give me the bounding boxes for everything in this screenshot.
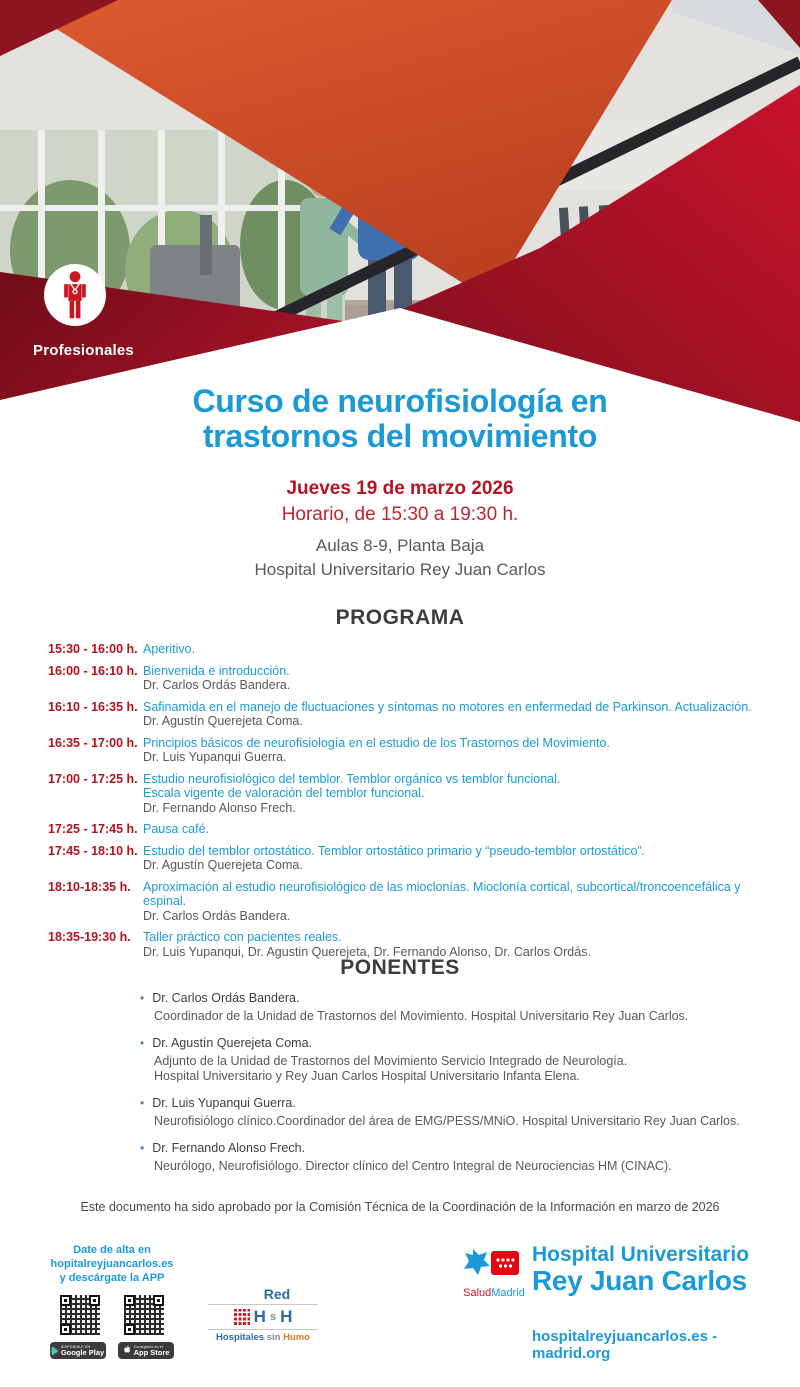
program-heading: PROGRAMA bbox=[335, 606, 465, 629]
hsh-tagline-word: Hospitales bbox=[216, 1332, 265, 1343]
program-topic: Principios básicos de neurofisiología en el estudio de los Trastornos del Movimiento. bbox=[143, 735, 610, 750]
hsh-tagline-word: Humo bbox=[283, 1332, 310, 1343]
app-text-line-2: y descárgate la APP bbox=[59, 1272, 165, 1284]
store-badges-row bbox=[22, 1342, 202, 1359]
hsh-building-icon bbox=[234, 1309, 250, 1325]
ponente-desc: Neurofisiólogo clínico.Coordinador del área de EMG/PESS/MNiO. Hospital Universitario Rey Juan Carlos. bbox=[154, 1114, 740, 1128]
program-speaker: Dr. Agustín Querejeta Coma. bbox=[143, 858, 303, 872]
program-time: 15:30 - 16:00 h. bbox=[48, 642, 138, 656]
hsh-red-word: Red bbox=[263, 1286, 291, 1302]
hospital-logo-text bbox=[532, 1243, 782, 1295]
program-topic: Safinamida en el manejo de fluctuaciones y síntomas no motores en enfermedad de Parkinson. Actualización. bbox=[143, 699, 752, 714]
qr-row bbox=[22, 1293, 202, 1337]
google-play-small-text: DISPONIBLE EN bbox=[60, 1344, 91, 1349]
event-location-hospital: Hospital Universitario Rey Juan Carlos bbox=[254, 560, 546, 579]
program-topic: Aproximación al estudio neurofisiológico de las mioclonías. Mioclonía cortical, subcortical/troncoencefálica y espinal. bbox=[143, 879, 741, 908]
google-play-label: Google Play bbox=[60, 1347, 105, 1357]
ponente-name: Dr. Carlos Ordás Bandera. bbox=[152, 991, 300, 1005]
program-row bbox=[48, 822, 778, 837]
event-time: Horario, de 15:30 a 19:30 h. bbox=[281, 504, 519, 525]
event-location-room: Aulas 8-9, Planta Baja bbox=[315, 536, 485, 555]
title-line-2: trastornos del movimiento bbox=[202, 418, 598, 454]
program-row bbox=[48, 642, 778, 657]
program-topic: Estudio neurofisiológico del temblor. Temblor orgánico vs temblor funcional. bbox=[143, 771, 561, 786]
program-speaker: Dr. Luis Yupanqui Guerra. bbox=[143, 750, 287, 764]
qr-finder-icon bbox=[124, 1295, 135, 1306]
program-row bbox=[48, 700, 778, 729]
approval-note: Este documento ha sido aprobado por la Comisión Técnica de la Coordinación de la Información en marzo de 2026 bbox=[80, 1200, 720, 1214]
program-row bbox=[48, 664, 778, 693]
program-speaker: Dr. Carlos Ordás Bandera. bbox=[143, 908, 291, 923]
qr-finder-icon bbox=[89, 1295, 100, 1306]
program-time: 16:10 - 16:35 h. bbox=[48, 699, 138, 714]
app-text-line-1: Date de alta en hopitalreyjuancarlos.es bbox=[50, 1244, 174, 1270]
program-speaker: Dr. Luis Yupanqui, Dr. Agustin Querejeta, Dr. Fernando Alonso, Dr. Carlos Ordás. bbox=[143, 944, 591, 959]
program-topic: Pausa café. bbox=[143, 822, 210, 836]
program-row bbox=[48, 844, 778, 873]
program-topic: Bienvenida e introducción. bbox=[143, 663, 290, 678]
ponentes-heading: PONENTES bbox=[340, 956, 460, 979]
ponente-item bbox=[140, 990, 740, 1024]
program-row bbox=[48, 880, 778, 924]
program-speaker: Dr. Agustín Querejeta Coma. bbox=[143, 714, 303, 728]
program-time: 17:00 - 17:25 h. bbox=[48, 771, 138, 786]
ponente-name: Dr. Luis Yupanqui Guerra. bbox=[152, 1096, 296, 1110]
event-date: Jueves 19 de marzo 2026 bbox=[286, 478, 514, 499]
ponente-desc: Adjunto de la Unidad de Trastornos del Movimiento Servicio Integrado de Neurología. bbox=[154, 1054, 628, 1068]
google-play-badge[interactable] bbox=[50, 1342, 106, 1359]
qr-finder-icon bbox=[124, 1324, 135, 1335]
hsh-tagline-word: sin bbox=[266, 1332, 281, 1343]
page-title bbox=[0, 384, 800, 454]
program-time: 17:45 - 18:10 h. bbox=[48, 843, 138, 858]
qr-finder-icon bbox=[60, 1324, 71, 1335]
profesionales-badge bbox=[44, 264, 106, 326]
program-speaker: Dr. Carlos Ordás Bandera. bbox=[143, 678, 291, 692]
program-topic: Aperitivo. bbox=[143, 642, 196, 656]
ponente-desc: Neurólogo, Neurofisiólogo. Director clínico del Centro Integral de Neurociencias HM (CINAC). bbox=[154, 1159, 672, 1173]
program-time: 18:10-18:35 h. bbox=[48, 879, 131, 894]
program-row bbox=[48, 772, 778, 816]
hospital-name-line-1: Hospital Universitario bbox=[532, 1243, 750, 1266]
badge-label: Profesionales bbox=[33, 342, 134, 359]
app-store-small-text: Consíguelo en el bbox=[133, 1344, 164, 1349]
ponente-item bbox=[140, 1140, 740, 1174]
bullet-icon: • bbox=[140, 1036, 145, 1050]
program-topic: Taller práctico con pacientes reales. bbox=[143, 930, 342, 944]
program-row bbox=[48, 930, 778, 959]
play-store-icon bbox=[52, 1347, 58, 1355]
ponente-name: Dr. Fernando Alonso Frech. bbox=[152, 1141, 306, 1155]
salud-madrid-logo bbox=[458, 1247, 530, 1299]
bullet-icon: • bbox=[140, 1141, 145, 1155]
program-time: 18:35-19:30 h. bbox=[48, 930, 131, 944]
bullet-icon: • bbox=[140, 1096, 145, 1110]
person-icon bbox=[58, 270, 92, 320]
app-download-block bbox=[22, 1243, 202, 1359]
qr-finder-icon bbox=[153, 1295, 164, 1306]
ponente-item bbox=[140, 1035, 740, 1084]
ponente-desc: Coordinador de la Unidad de Trastornos del Movimiento. Hospital Universitario Rey Juan Carlos. bbox=[154, 1009, 689, 1023]
program-time: 16:00 - 16:10 h. bbox=[48, 663, 138, 678]
hsh-letter: s bbox=[269, 1311, 277, 1323]
madrid-word: Madrid bbox=[491, 1287, 525, 1299]
hospital-name-line-2: Rey Juan Carlos bbox=[532, 1265, 747, 1296]
apple-icon bbox=[123, 1345, 131, 1356]
program-list bbox=[48, 642, 778, 966]
qr-finder-icon bbox=[60, 1295, 71, 1306]
program-topic: Estudio del temblor ortostático. Temblor ortostático primario y “pseudo-temblor ortostático”. bbox=[143, 843, 646, 858]
program-time: 17:25 - 17:45 h. bbox=[48, 822, 138, 836]
hero-photo bbox=[0, 0, 800, 430]
hsh-logo bbox=[208, 1286, 318, 1343]
ponentes-list bbox=[140, 990, 740, 1185]
app-store-label: App Store bbox=[133, 1347, 170, 1357]
program-topic: Escala vigente de valoración del temblor funcional. bbox=[143, 786, 425, 800]
ponente-item bbox=[140, 1095, 740, 1129]
program-speaker: Dr. Fernando Alonso Frech. bbox=[143, 800, 296, 815]
hero-banner bbox=[0, 0, 800, 430]
qr-code-app-store bbox=[122, 1293, 166, 1337]
app-store-badge[interactable] bbox=[118, 1342, 174, 1359]
hsh-letter: H bbox=[280, 1307, 293, 1326]
program-row bbox=[48, 736, 778, 765]
salud-word: Salud bbox=[463, 1287, 492, 1299]
program-time: 16:35 - 17:00 h. bbox=[48, 735, 138, 750]
ponente-desc: Hospital Universitario y Rey Juan Carlos Hospital Universitario Infanta Elena. bbox=[154, 1069, 580, 1083]
hsh-letter: H bbox=[253, 1307, 266, 1326]
ponente-name: Dr. Agustín Querejeta Coma. bbox=[152, 1036, 313, 1050]
bullet-icon: • bbox=[140, 991, 145, 1005]
qr-code-google-play bbox=[58, 1293, 102, 1337]
footer-url-link[interactable]: hospitalreyjuancarlos.es - madrid.org bbox=[532, 1328, 718, 1362]
title-line-1: Curso de neurofisiología en bbox=[192, 383, 608, 419]
salud-madrid-icon bbox=[461, 1247, 527, 1281]
